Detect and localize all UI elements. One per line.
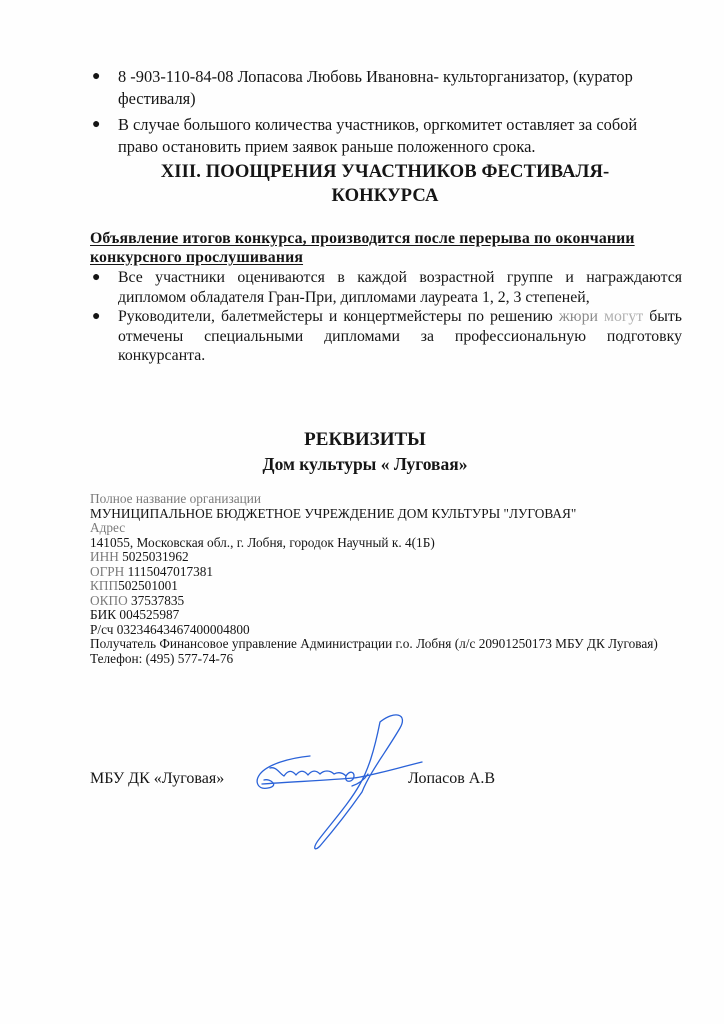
section-title [120, 160, 650, 208]
okpo-label: ОКПО [90, 592, 128, 608]
okpo-value: 37537835 [127, 592, 185, 608]
requisites-title: РЕКВИЗИТЫ [304, 429, 426, 450]
ogrn-value: 1115047017381 [124, 563, 214, 579]
bullet-icon: ● [92, 117, 101, 132]
requisites-details [90, 492, 710, 666]
kpp-label: КПП [90, 578, 119, 593]
award-leaders-faded-text-2: могут [604, 308, 644, 325]
bullet-icon: ● [92, 309, 101, 324]
kpp-row [90, 579, 710, 594]
kpp-value: 502501001 [118, 578, 178, 593]
ogrn-row [90, 565, 710, 580]
phone-value: Телефон: (495) 577-74-76 [90, 650, 234, 666]
full-name-label: Полное название организации [90, 491, 261, 506]
account-value: Р/сч 03234643467400004800 [90, 621, 250, 637]
list-item [90, 268, 682, 307]
signer-name: Лопасов А.В [408, 770, 495, 787]
address-label: Адрес [90, 520, 126, 535]
recipient-value: Получатель Финансовое управление Администрации г.о. Лобня (л/с 20901250173 МБУ ДК Луговая) [90, 636, 658, 651]
bullet-icon: ● [92, 270, 101, 285]
okpo-row [90, 594, 710, 609]
award-leaders-text-rest: быть отмечены специальными дипломами за профессиональную подготовку конкурсанта. [118, 308, 682, 364]
award-participants-text: Все участники оцениваются в каждой возрастной группе и награждаются дипломом обладателя Гран-При, дипломами лауреата 1, 2, 3 степеней, [118, 269, 682, 306]
list-item [90, 66, 680, 110]
results-announcement: Объявление итогов конкурса, производится после перерыва по окончании конкурсного прослушивания [90, 230, 635, 266]
section-title-line1: XIII. ПООЩРЕНИЯ УЧАСТНИКОВ ФЕСТИВАЛЯ- [160, 161, 610, 182]
award-leaders-faded-text: жюри [558, 308, 604, 325]
signature-stroke [315, 715, 403, 849]
full-name-value: МУНИЦИПАЛЬНОЕ БЮДЖЕТНОЕ УЧРЕЖДЕНИЕ ДОМ КУЛЬТУРЫ "ЛУГОВАЯ" [90, 505, 577, 521]
bullet-icon: ● [92, 69, 101, 84]
bik-value: БИК 004525987 [90, 607, 180, 622]
inn-row [90, 550, 710, 565]
inn-label: ИНН [90, 549, 119, 564]
list-item [90, 114, 680, 158]
section-title-line2: КОНКУРСА [331, 185, 439, 206]
list-item [90, 307, 682, 366]
ogrn-label: ОГРН [90, 563, 125, 579]
contact-curator-text: 8 -903-110-84-08 Лопасова Любовь Ивановна- культорганизатор, (куратор фестиваля) [118, 67, 633, 108]
awards-list [90, 268, 682, 366]
signature-organization: МБУ ДК «Луговая» [90, 770, 225, 787]
requisites-subtitle: Дом культуры « Луговая» [262, 454, 468, 474]
award-leaders-text: Руководители, балетмейстеры и концертмейстеры по решению [118, 308, 559, 325]
inn-value: 5025031962 [118, 549, 189, 564]
contact-deadline-note: В случае большого количества участников, оргкомитет оставляет за собой право остановить прием заявок раньше положенного срока. [118, 115, 638, 156]
address-value: 141055, Московская обл., г. Лобня, городок Научный к. 4(1Б) [90, 534, 435, 550]
contacts-list [90, 66, 680, 162]
handwritten-signature-icon [250, 712, 425, 852]
